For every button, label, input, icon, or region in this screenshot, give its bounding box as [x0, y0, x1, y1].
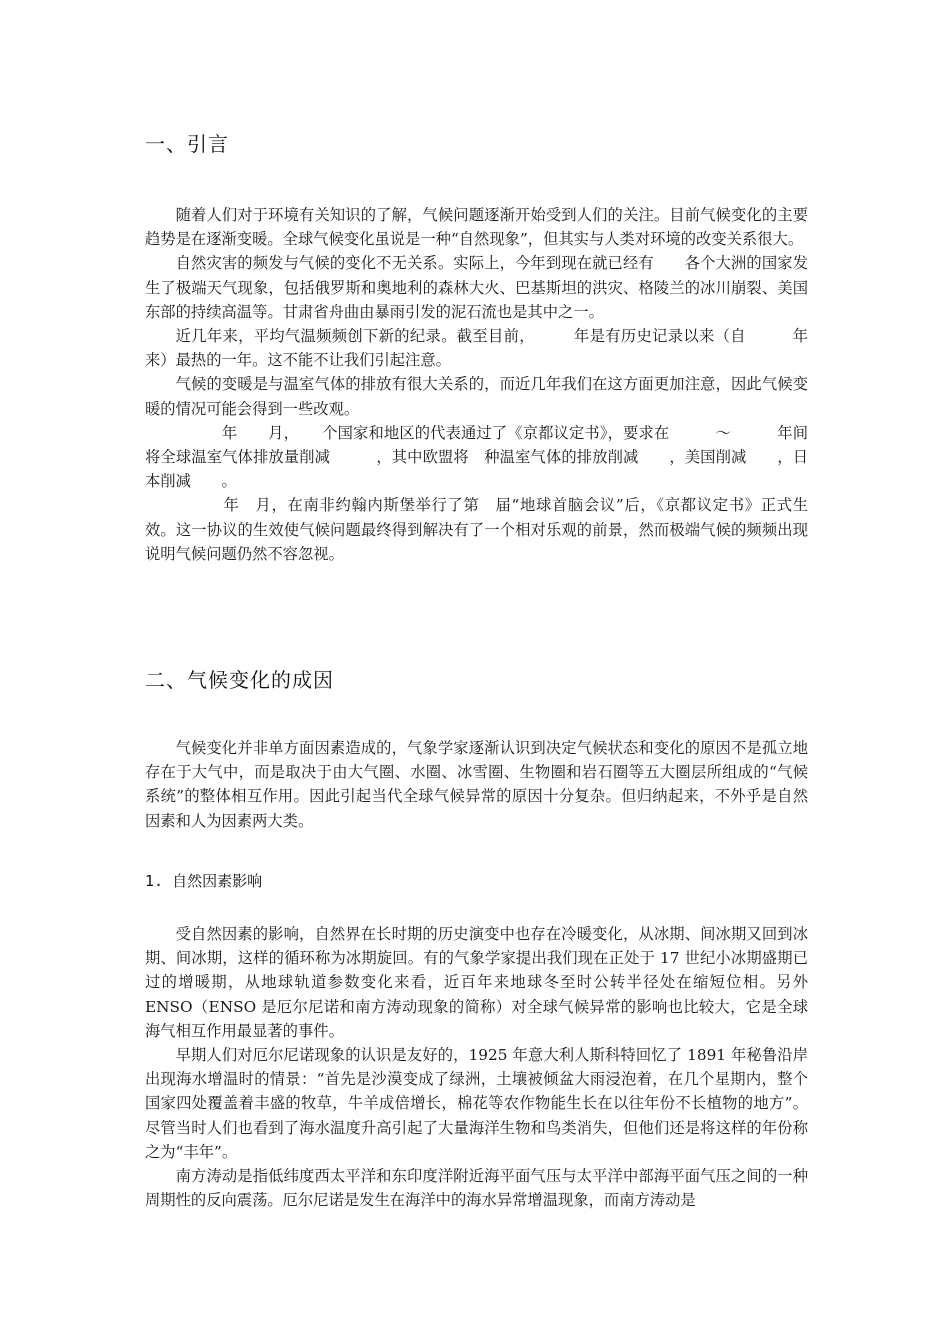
section-body-natural-factors — [145, 922, 808, 1212]
section-body-introduction — [145, 203, 808, 566]
section-heading-introduction: 一、引言 — [145, 132, 229, 156]
paragraph: 早期人们对厄尔尼诺现象的认识是友好的，1925 年意大利人斯科特回忆了 1891 年秘鲁沿岸出现海水增温时的情景：“首先是沙漠变成了绿洲，土壤被倾盆大雨浸泡着，在几个星期内，整个国家四处覆盖着丰盛的牧草，牛羊成倍增长，棉花等农作物能生长在以往年份不长植物的地方”。尽管当时人们也看到了海水温度升高引起了大量海洋生物和鸟类消失，但他们还是将这样的年份称之为“丰年”。 — [145, 1046, 808, 1161]
paragraph: 随着人们对于环境有关知识的了解，气候问题逐渐开始受到人们的关注。目前气候变化的主要趋势是在逐渐变暖。全球气候变化虽说是一种“自然现象”，但其实与人类对环境的改变关系很大。 — [145, 206, 808, 249]
paragraph: 气候的变暖是与温室气体的排放有很大关系的，而近几年我们在这方面更加注意，因此气候变暖的情况可能会得到一些改观。 — [145, 375, 808, 418]
subsection-heading-natural-factors: 1. 自然因素影响 — [145, 872, 263, 890]
section-heading-causes: 二、气候变化的成因 — [145, 668, 334, 692]
paragraph: 年 月， 个国家和地区的代表通过了《京都议定书》，要求在 ～ 年间将全球温室气体排放量削减 ，其中欧盟将 种温室气体的排放削减 ，美国削减 ，日本削减 。 — [145, 423, 808, 491]
paragraph: 受自然因素的影响，自然界在长时期的历史演变中也存在冷暖变化，从冰期、间冰期又回到冰期、间冰期，这样的循环称为冰期旋回。有的气象学家提出我们现在正处于 17 世纪小冰期盛期已过的增暖期，从地球轨道参数变化来看，近百年来地球冬至时公转半径处在缩短位相。另外 ENSO（ENSO 是厄尔尼诺和南方涛动现象的简称）对全球气候异常的影响也比较大，它是全球海气相互作用最显著的事件。 — [145, 925, 808, 1040]
section-body-causes — [145, 736, 808, 833]
paragraph: 年 月，在南非约翰内斯堡举行了第 届“地球首脑会议”后，《京都议定书》正式生效。这一协议的生效使气候问题最终得到解决有了一个相对乐观的前景，然而极端气候的频频出现说明气候问题仍然不容忽视。 — [145, 496, 808, 563]
paragraph: 南方涛动是指低纬度西太平洋和东印度洋附近海平面气压与太平洋中部海平面气压之间的一种周期性的反向震荡。厄尔尼诺是发生在海洋中的海水异常增温现象，而南方涛动是 — [145, 1167, 808, 1210]
paragraph: 近几年来，平均气温频频创下新的纪录。截至目前， 年是有历史记录以来（自 年来）最热的一年。这不能不让我们引起注意。 — [145, 327, 808, 370]
paragraph: 自然灾害的频发与气候的变化不无关系。实际上，今年到现在就已经有 各个大洲的国家发生了极端天气现象，包括俄罗斯和奥地利的森林大火、巴基斯坦的洪灾、格陵兰的冰川崩裂、美国东部的持续高温等。甘肃省舟曲由暴雨引发的泥石流也是其中之一。 — [145, 254, 808, 321]
paragraph: 气候变化并非单方面因素造成的，气象学家逐渐认识到决定气候状态和变化的原因不是孤立地存在于大气中，而是取决于由大气圈、水圈、冰雪圈、生物圈和岩石圈等五大圈层所组成的“气候系统”的整体相互作用。因此引起当代全球气候异常的原因十分复杂。但归纳起来，不外乎是自然因素和人为因素两大类。 — [145, 739, 808, 830]
